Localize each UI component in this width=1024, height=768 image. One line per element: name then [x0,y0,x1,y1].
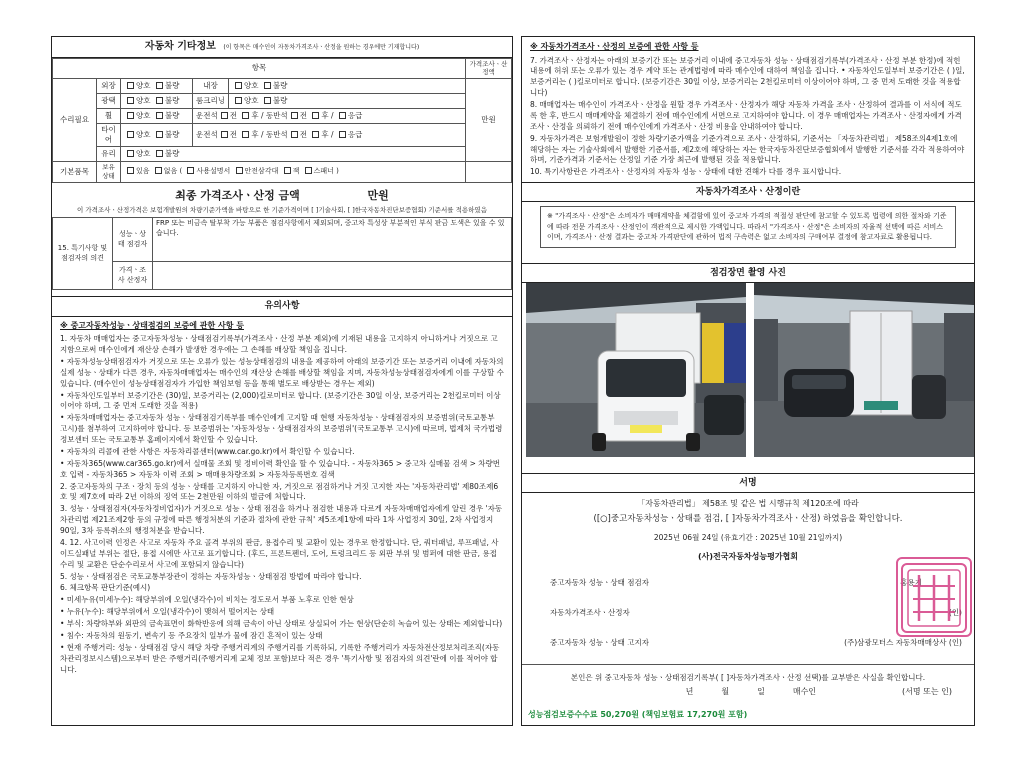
notice-item: • 침수: 자동차의 원동기, 변속기 등 주요장치 일부가 물에 잠긴 흔적이 있는 상태 [60,630,323,640]
signature-date: 2025년 06월 24일 (유효기간 : 2025년 10월 21일까지) [653,533,843,543]
table-header-price: 가격조사ㆍ산정액 [466,58,512,79]
price-warranty-section [522,37,974,182]
receipt-buyer-sign[interactable]: (서명 또는 인) [902,687,952,697]
receipt-day: 일 [757,687,765,697]
other-info-title-note: (이 항목은 매수인이 자동차가격조사ㆍ산정을 원하는 경우에만 기재합니다) [223,44,420,51]
basic-items-label: 기본품목 [53,162,97,183]
row-owned-label: 보유상태 [97,162,121,183]
repair-price-unit: 만원 [466,79,512,162]
left-column [51,36,513,726]
price-definition-text: ※ "가격조사ㆍ산정"은 소비자가 매매계약을 체결함에 있어 중고차 가격의 적절성 판단에 참고할 수 있도록 법령에 의한 절차와 기준에 따라 전문 가격조사ㆍ산정인이 객관적으로 제시한 가액입니다. 따라서 "가격조사ㆍ산정"은 소비자의 자율적 선택에 따른 서비스이며, 가격조사ㆍ산정 결과는 중고차 가격판단에 관하여 법적 구속력은 없고 소비자의 구매여부 결정에 참고자료로 활용됩니다. [540,206,956,248]
row-owned-options[interactable]: 있음 없음 ( 사용설명서 안전삼각대 잭 스패너 ) [121,162,466,183]
opinion-price-label: 가격ㆍ조사 산정자 [113,262,153,290]
price-warranty-item: 8. 매매업자는 매수인이 가격조사ㆍ산정을 원할 경우 가격조사ㆍ산정자가 해당 자동차 가격을 조사ㆍ산정하여 결과를 이 서식에 적도록 한 후, 반드시 매매계약을 체결하기 전에 매수인에게 서면으로 고지하여야 합니다. 이 경우 매매업자는 가격조사ㆍ산정자에게 가격조사ㆍ산정을 의뢰하기 전에 매수인에게 가격조사ㆍ산정 비용을 안내하여야 합니다. [530,100,962,131]
notice-item: • 자동차매매업자는 중고자동차 성능ㆍ상태점검기록부를 매수인에게 고지할 때 현행 자동차성능ㆍ상태점검자의 보증범위(국토교통부 고시)를 첨부하여 고지하여야 합니다. 등 보증범위는 '자동차성능ㆍ상태점검자의 보증범위'(국토교통부 고시)에 따르며, 법제처 국가법령정보센터 또는 국토교통부 홈페이지에서 확인할 수 있습니다. [60,413,503,445]
final-price-label: 최종 가격조사ㆍ산정 금액 [175,188,300,202]
notice-item: • 부식: 차량하부와 외판의 금속표면이 화학반응에 의해 금속이 아닌 상태로 상실되어 가는 현상(단순히 녹슬어 있는 상태는 제외합니다) [60,619,503,629]
inspection-photo-rear [754,283,974,457]
row-wheel-positions[interactable]: 운전석 전 후 / 동반석 전 후 / 응급 [193,109,466,124]
row-tire-label: 타이어 [97,124,121,147]
receipt-year: 년 [685,687,694,697]
notifier-seal: (인) [948,638,962,648]
signature-title: 서명 [522,473,974,493]
other-info-title-text: 자동차 기타정보 [144,41,216,52]
document-page [51,36,975,726]
notifier-label: 중고자동차 성능ㆍ상태 고지자 [550,638,649,648]
final-price-row [52,183,512,206]
signature-confirm-text: ([○]중고자동차성능ㆍ상태를 점검, [ ]자동차가격조사ㆍ산정) 하였음을 확인합니다. [593,513,903,524]
inspection-fee: 성능점검보증수수료 50,270원 (책임보험료 17,270원 포함) [528,710,748,720]
price-warranty-item: 10. 특기사항란은 가격조사ㆍ산정자의 자동차 성능ㆍ상태에 대한 견해가 다를 경우 표시합니다. [530,167,842,177]
signature-org: (사)전국자동차성능평가협회 [697,551,799,561]
inspector-name: 홍용기 [900,578,922,588]
row-wheel-options[interactable]: 양호 불량 [121,109,193,124]
org-seal-stamp [896,557,972,637]
price-examiner-seal: (인) [948,608,962,618]
receipt-text: 본인은 위 중고자동차 성능ㆍ상태점검기록부( [ ]자동차가격조사ㆍ산정 선택)를 교부받은 사실을 확인합니다. [522,664,974,683]
right-column [521,36,975,726]
row-glass-options[interactable]: 양호 불량 [121,147,466,162]
notice-item: • 누유(누수): 해당부위에서 오일(냉각수)이 맺혀서 떨어지는 상태 [60,607,275,617]
opinion-text: FRP 또는 비금속 탈부착 가능 부품은 점검사항에서 제외되며, 중고차 특성상 부분적인 부식 판금 도색은 있을 수 있습니다. [153,218,512,262]
notice-head: ※ 중고자동차성능ㆍ상태점검의 보증에 관한 사항 등 [60,320,244,330]
price-warranty-head: ※ 자동차가격조사ㆍ산정의 보증에 관한 사항 등 [530,42,699,51]
final-price-note: 이 가격조사ㆍ산정가격은 보험개발원의 차량기준가액을 바탕으로 한 기준가격이며 [ ]기술사회, [ ]한국자동차진단보증협회) 기준서를 적용하였음 [76,205,487,214]
inspector-label: 중고자동차 성능ㆍ상태 점검자 [550,578,649,588]
opinion-table [52,217,512,290]
notice-item: • 미세누유(미세누수): 해당부위에 오일(냉각수)이 비치는 정도로서 부품 노후로 인한 현상 [60,595,354,605]
opinion-inspector-label: 성능ㆍ상태 점검자 [113,218,153,262]
notice-item: 4. 12. 사고이력 인정은 사고로 자동차 주요 골격 부위의 판금, 용접수리 및 교환이 있는 경우로 한정합니다. 단, 쿼터패널, 루프패널, 사이드실패널 부위는 절단, 용접 시에만 사고로 표기합니다. (후드, 프론트펜더, 도어, 트렁크리드 등 외판 부위 및 범퍼에 대한 판금, 용접수리 및 교환은 단순수리로서 사고에 포함되지 않습니다) [60,537,499,569]
row-tire-positions[interactable]: 운전석 전 후 / 동반석 전 후 / 응급 [193,124,466,147]
notice-item: 5. 성능ㆍ상태점검은 국토교통부장관이 정하는 자동차성능ㆍ상태점검 방법에 따라야 합니다. [60,571,362,581]
notice-item: • 자동차의 리콜에 관한 사항은 자동차리콜센터(www.car.go.kr)에서 확인할 수 있습니다. [60,446,355,456]
notice-item: • 자동차인도일부터 보증기간은 (30)일, 보증거리는 (2,000)킬로미터로 합니다. (보증기간은 30일 이상, 보증거리는 2천킬로미터 이상이어야 하며, 그 중 먼저 도래한 것을 적용) [60,390,501,411]
price-warranty-item: 7. 가격조사ㆍ산정자는 아래의 보증기간 또는 보증거리 이내에 중고자동차 성능ㆍ상태점검기록부(가격조사ㆍ산정 부분 한정)에 적힌 내용에 허위 또는 오류가 있는 경우 계약 또는 관계법령에 따라 매수인에 대하여 책임을 집니다. • 자동차인도일부터 보증기간은 ( )일, 보증거리는 ( )킬로미터로 합니다. (보증기간은 30일 이상, 보증거리는 2천킬로미터 이상이어야 하며, 그 중 먼저 도래한 것을 적용합니다) [530,55,965,98]
notice-body [52,317,512,680]
final-price-unit: 만원 [367,188,389,202]
price-definition-title: 자동차가격조사ㆍ산정이란 [522,182,974,202]
notice-item: • 현재 주행거리: 성능ㆍ상태점검 당시 해당 차량 주행거리계의 주행거리를 기록하되, 기록한 주행거리가 자동차전산정보처리조직(자동차관리정보시스템)으로부터 받은 주행거리(주행거리계 교체 정보 포함)보다 적은 경우 '특기사항 및 점검자의 의견'란에 이를 적어야 합니다. [60,642,500,674]
row-exterior-options[interactable]: 양호 불량 [121,79,193,94]
row-interior-options[interactable]: 양호 불량 [229,79,466,94]
notice-item: 6. 체크항목 판단기준(예시) [60,583,151,593]
price-examiner-label: 자동차가격조사ㆍ산정자 [550,608,630,618]
row-gloss-label: 광택 [97,94,121,109]
notice-item: 2. 중고자동차의 구조ㆍ장치 등의 성능ㆍ상태를 고지하지 아니한 자, 거짓으로 점검하거나 거짓 고지한 자는 '자동차관리법' 제80조제6호 및 제7호에 따라 2년 이하의 징역 또는 2천만원 이하의 벌금에 처합니다. [60,481,499,502]
price-warranty-item: 9. 자동차가격은 보험개발원이 정한 차량기준가액을 기준가격으로 조사ㆍ산정하되, 기준서는 「자동차관리법」 제58조의4제1호에 해당하는 자는 기술사회에서 발행한 기준서를, 제2호에 해당하는 자는 한국자동차진단보증협회에서 발행한 기준서를 각각 적용하여야 하며, 기준가격과 기준서는 산정일 기준 가장 최근에 발행된 것을 적용합니다. [530,133,965,165]
receipt-month: 월 [721,687,730,697]
other-info-title [52,37,512,58]
row-exterior-label: 외장 [97,79,121,94]
row-room-label: 룸크리닝 [193,94,229,109]
notifier-name: (주)삼광모터스 자동차매매상사 [844,638,947,648]
inspection-photo-front [526,283,746,457]
table-header-item: 항목 [53,58,466,79]
row-glass-label: 유리 [97,147,121,162]
notice-title: 유의사항 [52,296,512,316]
photo-section-title: 점검장면 촬영 사진 [522,263,974,283]
notice-item: 1. 자동차 매매업자는 중고자동차성능ㆍ상태점검기록부(가격조사ㆍ산정 부분 제외)에 기재된 내용을 고지하지 아니하거나 거짓으로 고지함으로써 매수인에게 재산상 손해가 발생한 경우에는 그 손해를 배상할 책임을 집니다. [60,334,498,355]
notice-item: • 자동차성능상태점검자가 거짓으로 또는 오류가 있는 성능상태점검의 내용을 제공하여 아래의 보증기간 또는 보증거리 이내에 자동차의 실제 성능ㆍ상태가 다른 경우, 자동차매매업자는 매수인의 재산상 손해를 배상할 책임을 지며, 자동차성능상태점검자에게 이를 구상할 수 있습니다. (매수인이 성능상태점검자가 가입한 책임보험 등을 통해 별도로 배상받는 경우는 제외) [60,356,504,388]
notice-item: 3. 성능ㆍ상태점검자(자동차정비업자)가 거짓으로 성능ㆍ상태 점검을 하거나 점검한 내용과 다르게 자동차매매업자에게 알린 경우 '자동차관리법 제21조제2항 등의 규정에 따른 행정처분의 기준과 절차에 관한 규칙' 제5조제1항에 따라 1차 사업정지 30일, 2차 사업정지 90일, 3차 등록취소의 행정처분을 받습니다. [60,504,503,536]
notice-item: • 자동차365(www.car365.go.kr)에서 실매물 조회 및 정비이력 확인을 할 수 있습니다. - 자동차365 > 중고차 실매물 검색 > 차량번호 입력 - 자동차365 > 자동차 이력 조회 > 매매용차량조회 > 자동차등록번호 검색 [60,458,501,479]
row-interior-label: 내장 [193,79,229,94]
repair-needed-label: 수리필요 [53,79,97,162]
signature-law-text: 「자동차관리법」 제58조 및 같은 법 시행규칙 제120조에 따라 [637,499,859,509]
opinion-label: 15. 특기사항 및 점검자의 의견 [53,218,113,290]
opinion-price-value[interactable] [153,262,512,290]
other-info-table [52,58,512,183]
receipt-date-row [522,687,974,698]
row-gloss-options[interactable]: 양호 불량 [121,94,193,109]
row-room-options[interactable]: 양호 불량 [229,94,466,109]
row-tire-options[interactable]: 양호 불량 [121,124,193,147]
receipt-buyer: 매수인 [792,687,817,697]
row-wheel-label: 휠 [97,109,121,124]
